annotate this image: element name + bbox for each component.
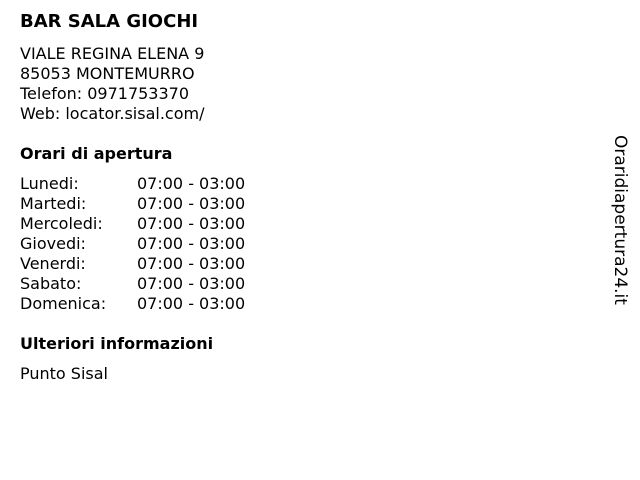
time-range: 07:00 - 03:00 [137, 274, 246, 293]
hours-row-thursday [20, 234, 580, 254]
day-label: Venerdi: [20, 254, 86, 273]
hours-heading: Orari di apertura [20, 144, 173, 163]
phone-number: Telefon: 0971753370 [20, 84, 190, 103]
street-address: VIALE REGINA ELENA 9 [20, 44, 205, 63]
time-range: 07:00 - 03:00 [137, 194, 246, 213]
hours-row-sunday [20, 294, 580, 314]
info-heading: Ulteriori informazioni [20, 334, 214, 353]
time-range: 07:00 - 03:00 [137, 294, 246, 313]
day-label: Lunedi: [20, 174, 79, 193]
info-text: Punto Sisal [20, 364, 108, 383]
time-range: 07:00 - 03:00 [137, 254, 246, 273]
website-link: Web: locator.sisal.com/ [20, 104, 205, 123]
site-watermark: Oraridiapertura24.it [610, 135, 630, 305]
business-name: BAR SALA GIOCHI [20, 11, 199, 32]
hours-table [20, 174, 580, 314]
hours-row-saturday [20, 274, 580, 294]
day-label: Domenica: [20, 294, 107, 313]
day-label: Sabato: [20, 274, 82, 293]
time-range: 07:00 - 03:00 [137, 174, 246, 193]
day-label: Martedi: [20, 194, 87, 213]
time-range: 07:00 - 03:00 [137, 234, 246, 253]
business-card [20, 10, 580, 384]
address-block [20, 44, 580, 124]
day-label: Giovedi: [20, 234, 86, 253]
day-label: Mercoledi: [20, 214, 103, 233]
city-postal: 85053 MONTEMURRO [20, 64, 195, 83]
time-range: 07:00 - 03:00 [137, 214, 246, 233]
hours-row-wednesday [20, 214, 580, 234]
hours-row-tuesday [20, 194, 580, 214]
hours-row-friday [20, 254, 580, 274]
hours-row-monday [20, 174, 580, 194]
